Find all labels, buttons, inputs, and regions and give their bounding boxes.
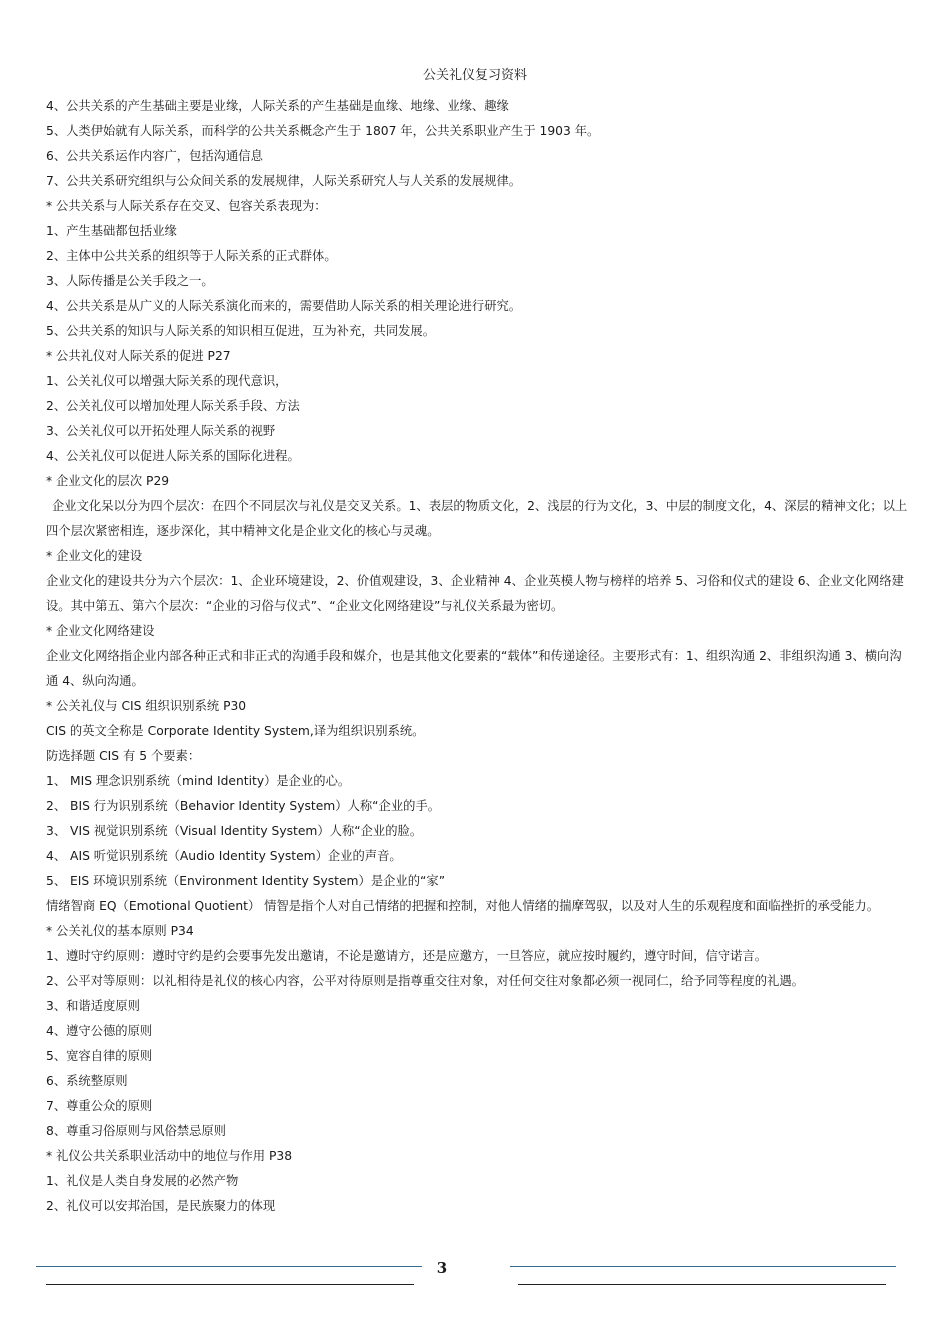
text-line: 3、人际传播是公关手段之一。: [46, 274, 214, 288]
text-line: 1、遵时守约原则：遵时守约是约会要事先发出邀请，不论是邀请方，还是应邀方，一旦答应，就应按时履约，遵守时间，信守诺言。: [46, 949, 768, 963]
paragraph-culture-levels: 企业文化呆以分为四个层次：在四个不同层次与礼仪是交叉关系。1、表层的物质文化，2、浅层的行为文化，3、中层的制度文化，4、深层的精神文化；以上四个层次紧密相连，逐步深化，其中精神文化是企业文化的核心与灵魂。: [46, 499, 908, 538]
text-line: 2、礼仪可以安邦治国，是民族聚力的体现: [46, 1199, 276, 1213]
text-line: 3、和谐适度原则: [46, 999, 140, 1013]
list-item: 5、 EIS 环境识别系统（Environment Identity System）是企业的“家”: [46, 874, 446, 888]
text-line: 2、公关礼仪可以增加处理人际关系手段、方法: [46, 399, 300, 413]
text-line: 4、公共关系是从广义的人际关系演化而来的，需要借助人际关系的相关理论进行研究。: [46, 299, 522, 313]
text-line: 防选择题 CIS 有 5 个要素：: [46, 749, 201, 763]
list-item: 4、 AIS 听觉识别系统（Audio Identity System）企业的声音。: [46, 849, 402, 863]
page-footer: [0, 1258, 950, 1298]
text-line: 6、公共关系运作内容广，包括沟通信息: [46, 149, 263, 163]
text-line: 1、产生基础都包括业缘: [46, 224, 177, 238]
text-line: 2、公平对等原则：以礼相待是礼仪的核心内容，公平对待原则是指尊重交往对象，对任何交往对象都必须一视同仁，给予同等程度的礼遇。: [46, 974, 804, 988]
text-line: 7、尊重公众的原则: [46, 1099, 153, 1113]
text-line: 3、公关礼仪可以开拓处理人际关系的视野: [46, 424, 276, 438]
section-heading: * 公关礼仪的基本原则 P34: [46, 924, 194, 938]
list-item: 3、 VIS 视觉识别系统（Visual Identity System）人称“企业的脸。: [46, 824, 423, 838]
text-line: 6、系统整原则: [46, 1074, 128, 1088]
text-line: 2、主体中公共关系的组织等于人际关系的正式群体。: [46, 249, 337, 263]
text-line: 5、宽容自律的原则: [46, 1049, 153, 1063]
text-line: 4、公共关系的产生基础主要是业缘，人际关系的产生基础是血缘、地缘、业缘、趣缘: [46, 99, 509, 113]
text-line: 8、尊重习俗原则与风俗禁忌原则: [46, 1124, 226, 1138]
text-line: 5、人类伊始就有人际关系，而科学的公共关系概念产生于 1807 年，公共关系职业产生于 1903 年。: [46, 124, 600, 138]
section-heading: * 企业文化的建设: [46, 549, 143, 563]
page-number: 3: [436, 1259, 448, 1277]
footer-rule-top-right: [510, 1266, 896, 1267]
footer-rule-top-left: [36, 1266, 422, 1267]
text-line: 1、公关礼仪可以增强大际关系的现代意识，: [46, 374, 288, 388]
document-body: [46, 94, 908, 1219]
section-heading: * 礼仪公共关系职业活动中的地位与作用 P38: [46, 1149, 293, 1163]
section-heading: * 企业文化的层次 P29: [46, 474, 170, 488]
text-line: 4、公关礼仪可以促进人际关系的国际化进程。: [46, 449, 300, 463]
document-title: 公关礼仪复习资料: [422, 68, 527, 83]
paragraph-eq: 情绪智商 EQ（Emotional Quotient） 情智是指个人对自己情绪的把握和控制，对他人情绪的揣摩驾驭，以及对人生的乐观程度和面临挫折的承受能力。: [46, 899, 879, 913]
text-line: 5、公共关系的知识与人际关系的知识相互促进，互为补充，共同发展。: [46, 324, 436, 338]
section-heading: * 公关礼仪与 CIS 组织识别系统 P30: [46, 699, 247, 713]
footer-rule-bottom-left: [46, 1284, 414, 1285]
text-line: 1、礼仪是人类自身发展的必然产物: [46, 1174, 239, 1188]
list-item: 1、 MIS 理念识别系统（mind Identity）是企业的心。: [46, 774, 351, 788]
section-heading: * 企业文化网络建设: [46, 624, 155, 638]
section-heading: * 公共关系与人际关系存在交叉、包容关系表现为：: [46, 199, 327, 213]
list-item: 2、 BIS 行为识别系统（Behavior Identity System）人称“企业的手。: [46, 799, 441, 813]
footer-rule-bottom-right: [518, 1284, 886, 1285]
text-line: 4、遵守公德的原则: [46, 1024, 153, 1038]
section-heading: * 公共礼仪对人际关系的促进 P27: [46, 349, 231, 363]
paragraph-culture-building: 企业文化的建设共分为六个层次：1、企业环境建设，2、价值观建设，3、企业精神 4、企业英模人物与榜样的培养 5、习俗和仪式的建设 6、企业文化网络建设。其中第五、第六个层次：“企业的习俗与仪式”、“企业文化网络建设”与礼仪关系最为密切。: [46, 574, 904, 613]
text-line: 7、公共关系研究组织与公众间关系的发展规律，人际关系研究人与人关系的发展规律。: [46, 174, 522, 188]
text-line: CIS 的英文全称是 Corporate Identity System,译为组织识别系统。: [46, 724, 425, 738]
paragraph-culture-network: 企业文化网络指企业内部各种正式和非正式的沟通手段和媒介，也是其他文化要素的“载体”和传递途径。主要形式有：1、组织沟通 2、非组织沟通 3、横向沟通 4、纵向沟通。: [46, 649, 902, 688]
